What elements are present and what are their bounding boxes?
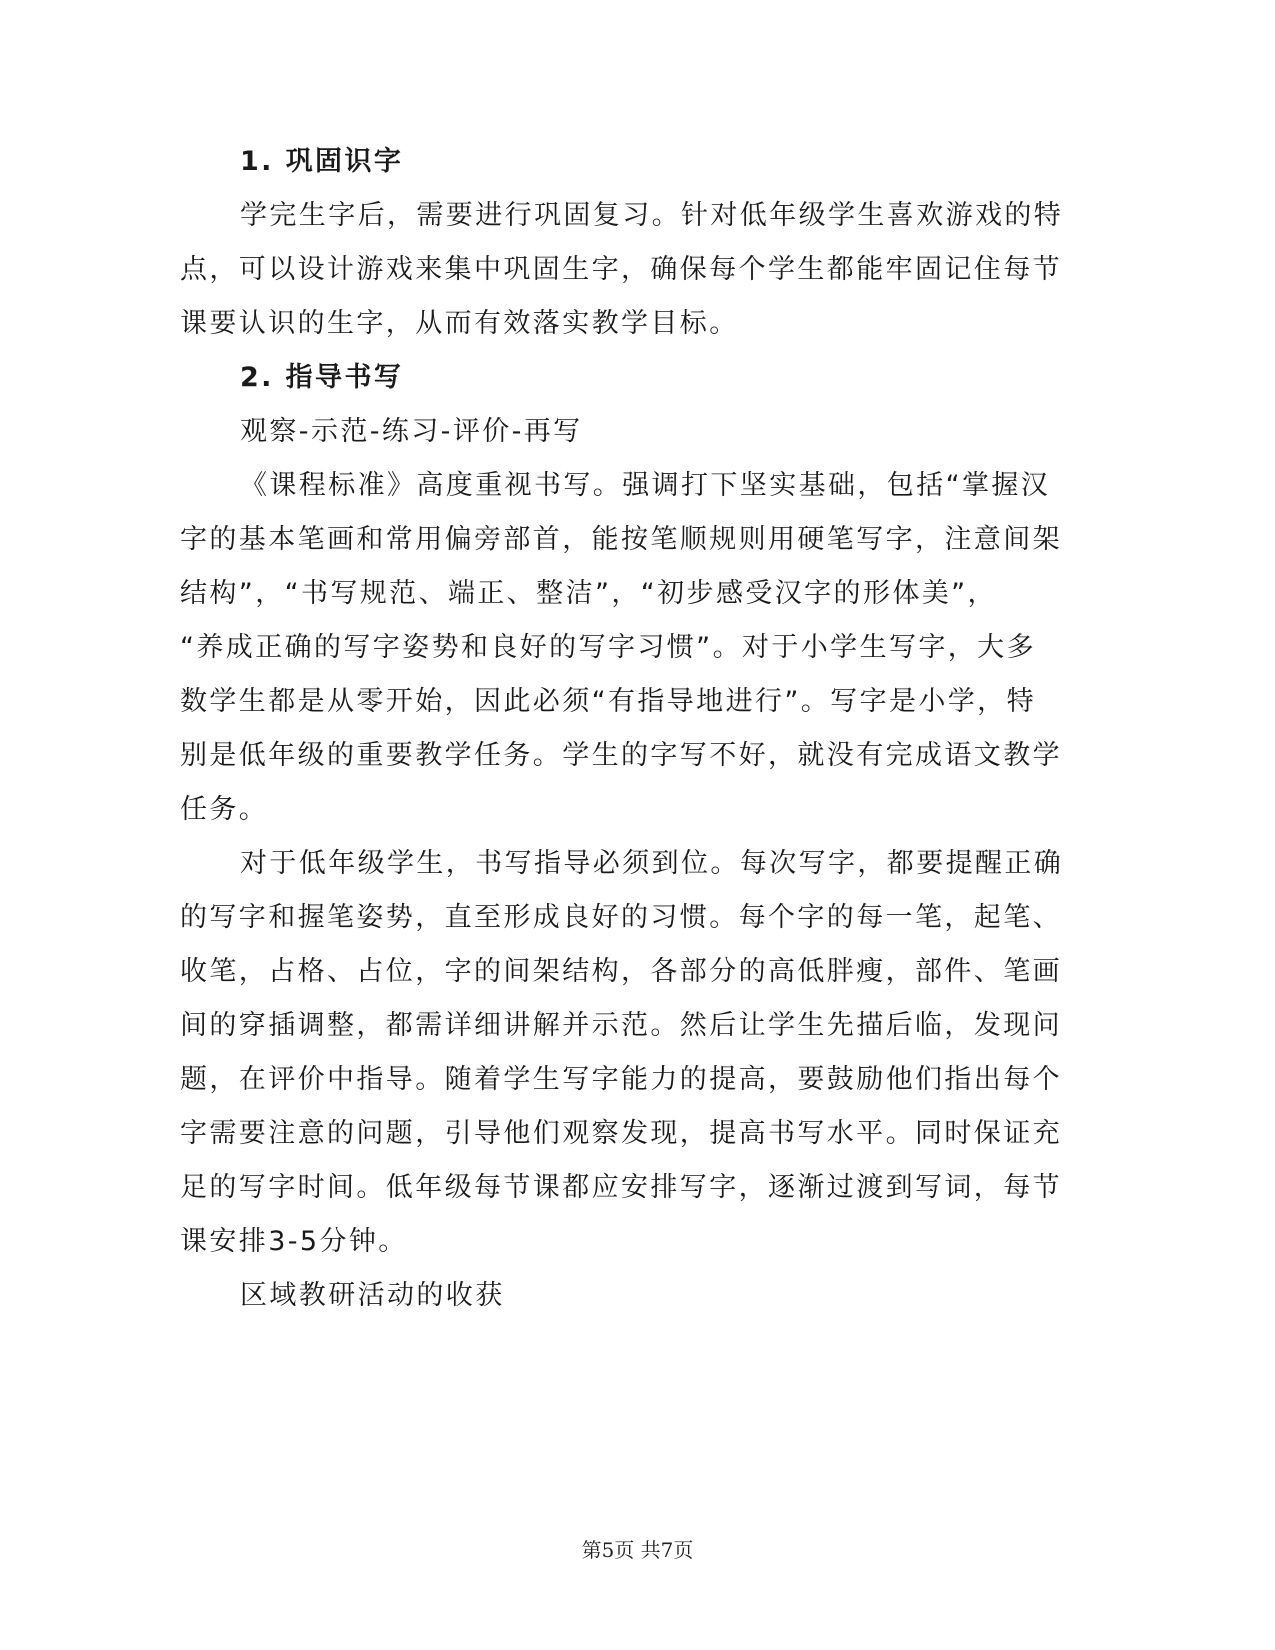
writing-steps: 观察-示范-练习-评价-再写: [240, 416, 583, 447]
paragraph-line: 课要认识的生字，从而有效落实教学目标。: [180, 308, 739, 339]
paragraph-line: 的写字和握笔姿势，直至形成良好的习惯。每个字的每一笔，起笔、: [180, 902, 1062, 933]
section-heading-guide-writing: 2. 指导书写: [240, 362, 404, 393]
paragraph-line: 结构”，“书写规范、端正、整洁”，“初步感受汉字的形体美”，: [180, 578, 997, 609]
paragraph-line: 《课程标准》高度重视书写。强调打下坚实基础，包括“掌握汉: [240, 470, 1051, 501]
paragraph-line: 任务。: [180, 794, 269, 825]
paragraph-line: 字需要注意的问题，引导他们观察发现，提高书写水平。同时保证充: [180, 1118, 1062, 1149]
paragraph-line: 题，在评价中指导。随着学生写字能力的提高，要鼓励他们指出每个: [180, 1064, 1062, 1095]
section-heading-consolidate-literacy: 1. 巩固识字: [240, 146, 404, 177]
paragraph-line: 课安排3-5分钟。: [180, 1226, 408, 1257]
paragraph-line: 别是低年级的重要教学任务。学生的字写不好，就没有完成语文教学: [180, 740, 1062, 771]
paragraph-line: 学完生字后，需要进行巩固复习。针对低年级学生喜欢游戏的特: [240, 200, 1064, 231]
page-number: 第5页 共7页: [581, 1538, 694, 1562]
paragraph-line: 字的基本笔画和常用偏旁部首，能按笔顺规则用硬笔写字，注意间架: [180, 524, 1062, 555]
document-body: [180, 135, 1064, 1323]
paragraph-line: 对于低年级学生，书写指导必须到位。每次写字，都要提醒正确: [240, 848, 1064, 879]
closing-line: 区域教研活动的收获: [240, 1280, 505, 1311]
paragraph-line: 点，可以设计游戏来集中巩固生字，确保每个学生都能牢固记住每节: [180, 254, 1062, 285]
paragraph-line: 间的穿插调整，都需详细讲解并示范。然后让学生先描后临，发现问: [180, 1010, 1062, 1041]
paragraph-line: “养成正确的写字姿势和良好的写字习惯”。对于小学生写字，大多: [180, 632, 1036, 663]
paragraph-line: 数学生都是从零开始，因此必须“有指导地进行”。写字是小学，特: [180, 686, 1036, 717]
paragraph-line: 足的写字时间。低年级每节课都应安排写字，逐渐过渡到写词，每节: [180, 1172, 1062, 1203]
paragraph-line: 收笔，占格、占位，字的间架结构，各部分的高低胖瘦，部件、笔画: [180, 956, 1062, 987]
